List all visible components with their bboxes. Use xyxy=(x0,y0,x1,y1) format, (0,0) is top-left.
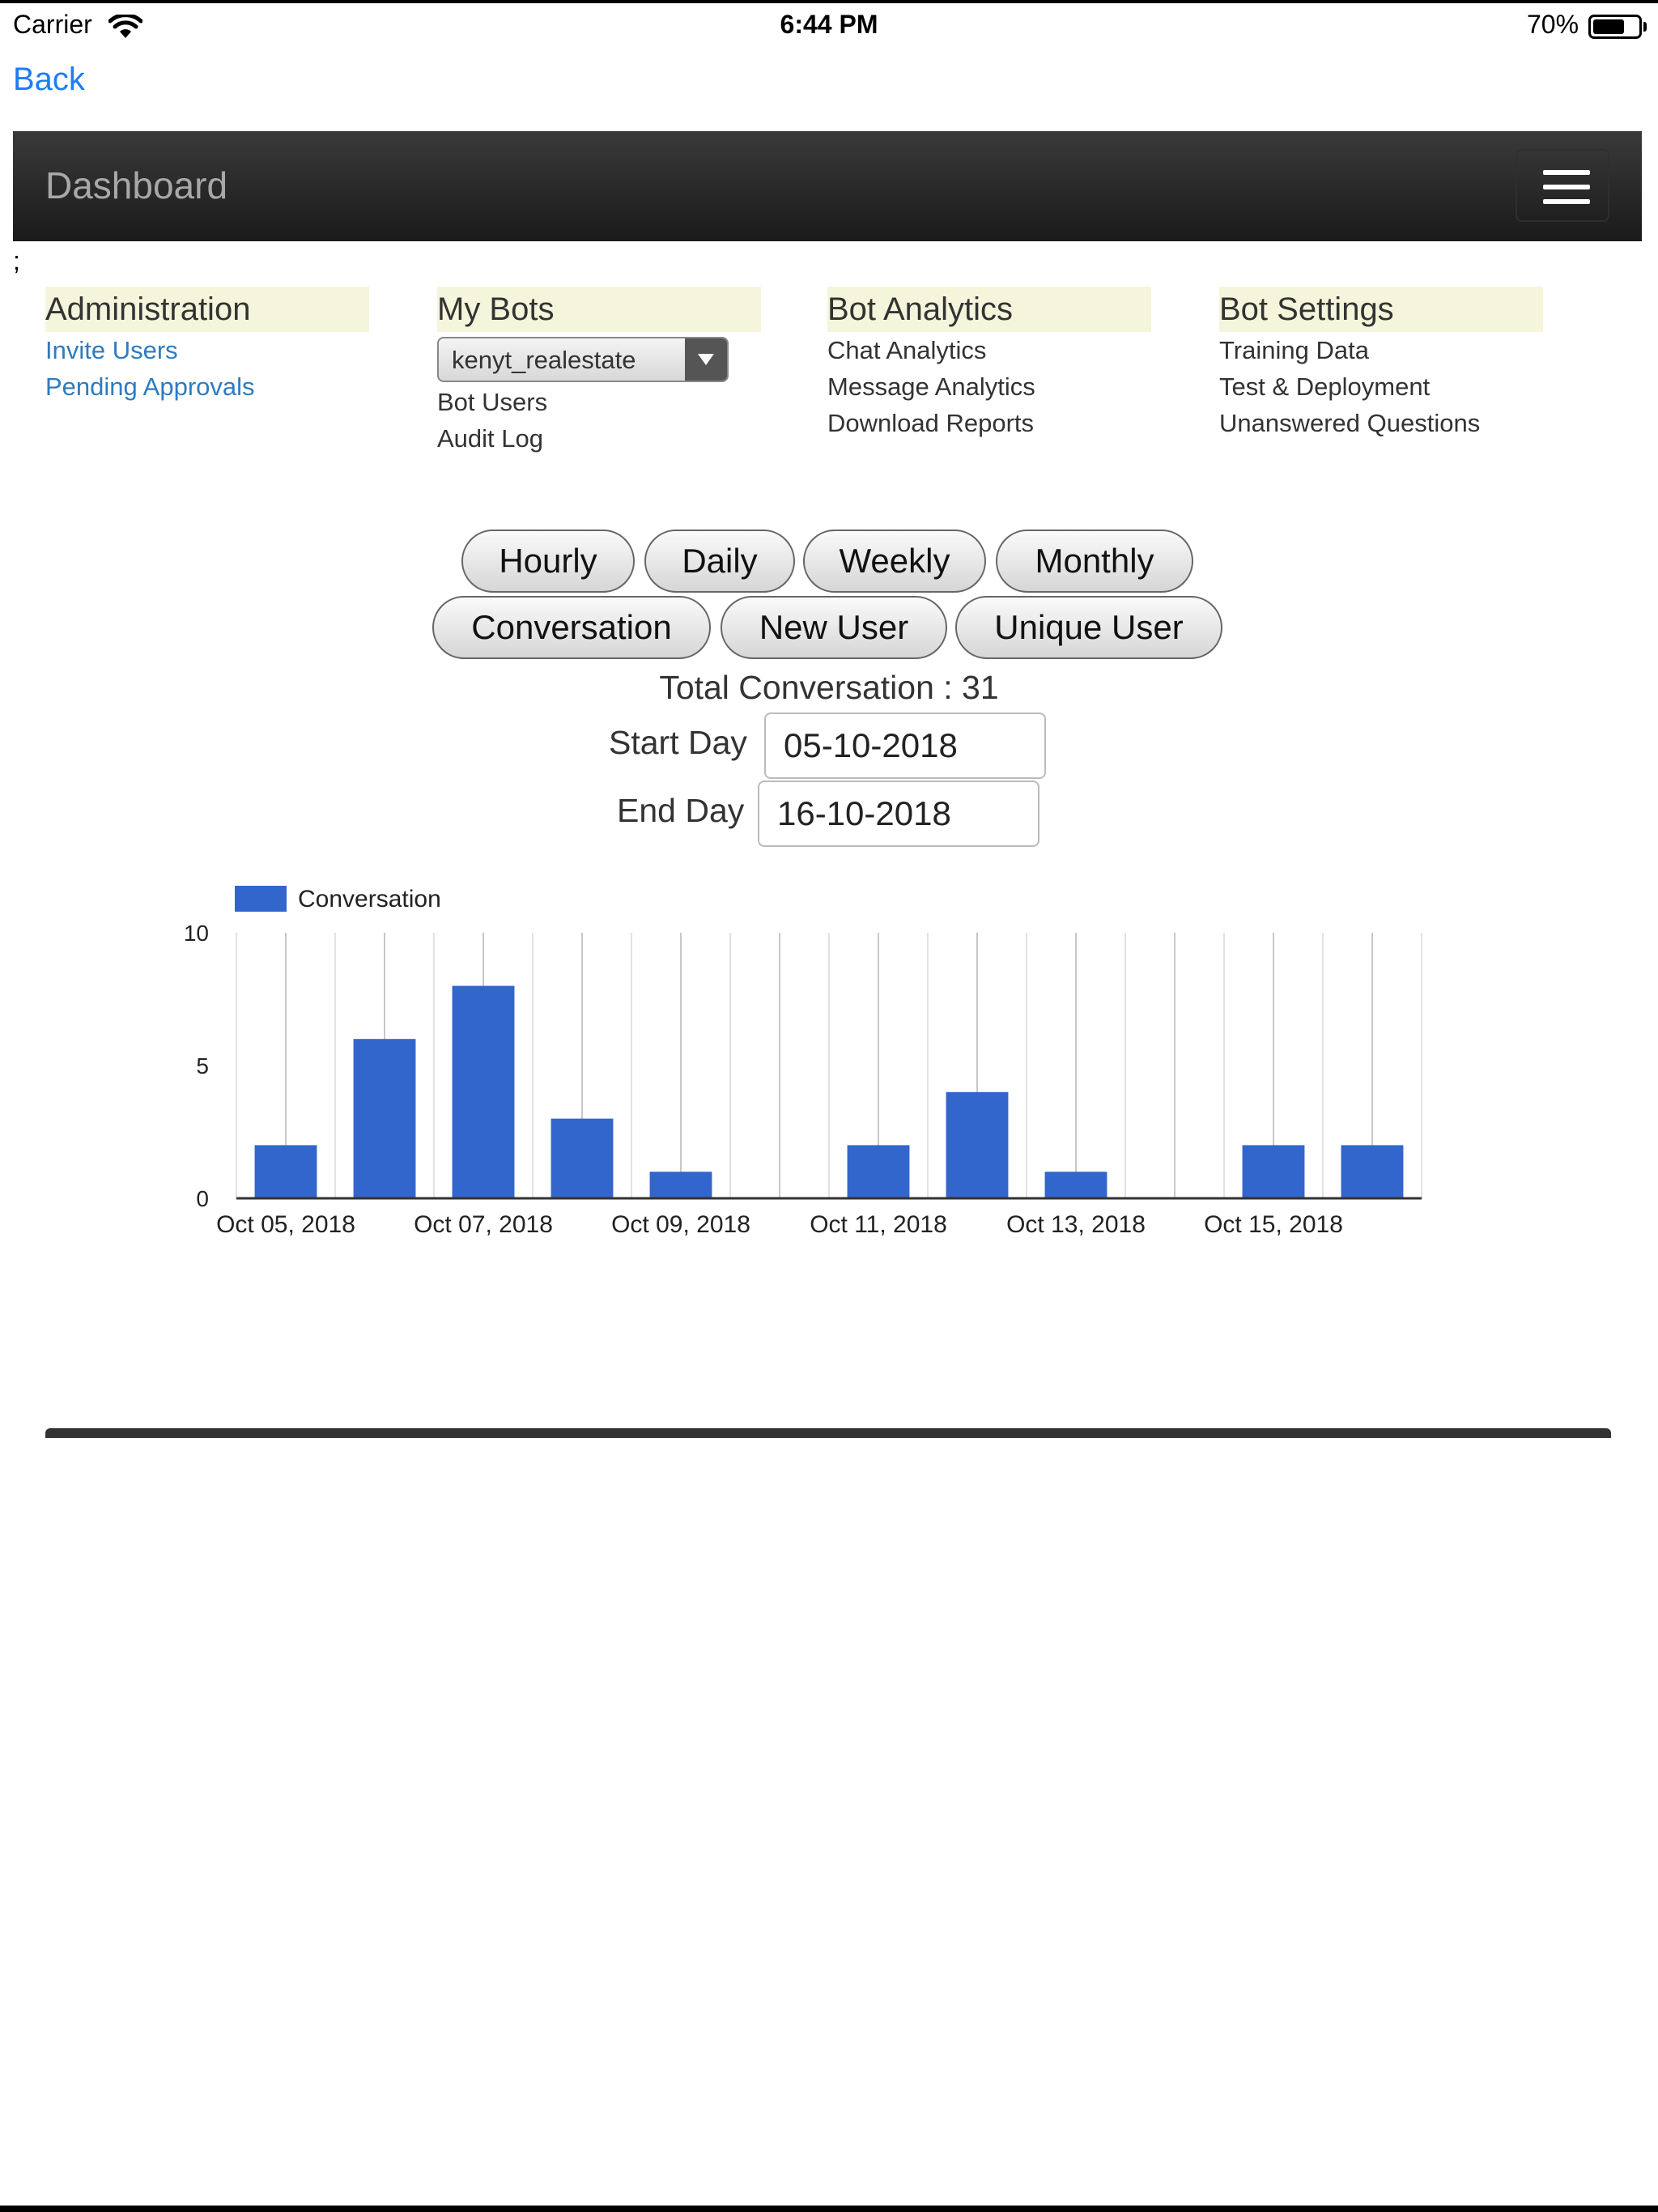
unique-user-button[interactable]: Unique User xyxy=(955,596,1222,659)
end-day-label: End Day xyxy=(617,792,745,829)
bot-select-value: kenyt_realestate xyxy=(452,346,636,374)
battery-tip xyxy=(1643,22,1647,32)
battery-icon xyxy=(1588,15,1642,39)
bar xyxy=(1341,1145,1404,1198)
hourly-button[interactable]: Hourly xyxy=(461,530,635,593)
bottom-border xyxy=(0,2206,1658,2212)
menu-administration xyxy=(45,287,369,405)
y-tick-label: 10 xyxy=(183,921,209,946)
monthly-button[interactable]: Monthly xyxy=(996,530,1193,593)
hamburger-icon xyxy=(1543,185,1590,189)
status-bar xyxy=(0,3,1658,49)
download-reports-link[interactable]: Download Reports xyxy=(827,409,1035,437)
x-tick-label: Oct 07, 2018 xyxy=(414,1211,553,1238)
x-tick-label: Oct 15, 2018 xyxy=(1204,1211,1343,1238)
training-data-link[interactable]: Training Data xyxy=(1219,336,1369,364)
pending-approvals-link[interactable]: Pending Approvals xyxy=(45,372,255,401)
bar xyxy=(650,1172,712,1198)
legend-swatch xyxy=(235,886,287,912)
bar xyxy=(453,986,515,1198)
chevron-down-icon[interactable] xyxy=(685,338,727,381)
bot-select[interactable] xyxy=(437,337,729,382)
message-analytics-link[interactable]: Message Analytics xyxy=(827,372,1035,401)
conversation-bar-chart xyxy=(0,874,1658,1263)
menu-heading: Administration xyxy=(45,287,369,332)
new-user-button[interactable]: New User xyxy=(721,596,947,659)
back-button[interactable]: Back xyxy=(13,62,85,97)
start-day-label: Start Day xyxy=(609,724,747,761)
battery-level xyxy=(1593,19,1624,34)
battery-percent: 70% xyxy=(1527,10,1579,39)
bar xyxy=(1045,1172,1107,1198)
menu-heading: Bot Analytics xyxy=(827,287,1151,332)
chat-analytics-link[interactable]: Chat Analytics xyxy=(827,336,987,364)
bar xyxy=(255,1145,317,1198)
x-tick-label: Oct 09, 2018 xyxy=(611,1211,750,1238)
menu-my-bots xyxy=(437,287,761,457)
carrier-label: Carrier xyxy=(13,10,92,39)
menu-toggle-button[interactable] xyxy=(1516,149,1609,222)
navbar-title[interactable]: Dashboard xyxy=(45,164,228,206)
conversation-button[interactable]: Conversation xyxy=(432,596,711,659)
hamburger-icon xyxy=(1543,199,1590,204)
bar xyxy=(946,1092,1009,1198)
menu-bot-analytics xyxy=(827,287,1151,441)
x-tick-label: Oct 05, 2018 xyxy=(216,1211,355,1238)
start-day-input[interactable]: 05-10-2018 xyxy=(764,713,1046,779)
end-day-input[interactable]: 16-10-2018 xyxy=(758,781,1039,847)
daily-button[interactable]: Daily xyxy=(644,530,795,593)
bar xyxy=(1243,1145,1305,1198)
weekly-button[interactable]: Weekly xyxy=(803,530,986,593)
navbar xyxy=(13,131,1642,241)
bar xyxy=(848,1145,910,1198)
hamburger-icon xyxy=(1543,170,1590,175)
bar xyxy=(354,1039,416,1198)
menu-heading: My Bots xyxy=(437,287,761,332)
stray-text: ; xyxy=(13,246,20,275)
legend-label: Conversation xyxy=(298,886,441,912)
x-tick-label: Oct 11, 2018 xyxy=(810,1211,947,1238)
unanswered-questions-link[interactable]: Unanswered Questions xyxy=(1219,409,1481,437)
clock: 6:44 PM xyxy=(780,10,878,39)
menu-bot-settings xyxy=(1219,287,1543,441)
invite-users-link[interactable]: Invite Users xyxy=(45,336,178,364)
total-conversation-text: Total Conversation : 31 xyxy=(659,669,999,706)
menu-heading: Bot Settings xyxy=(1219,287,1543,332)
audit-log-link[interactable]: Audit Log xyxy=(437,424,543,453)
footer-bar xyxy=(45,1428,1611,1438)
test-deployment-link[interactable]: Test & Deployment xyxy=(1219,372,1431,401)
y-tick-label: 5 xyxy=(196,1053,209,1078)
bot-users-link[interactable]: Bot Users xyxy=(437,388,548,416)
x-tick-label: Oct 13, 2018 xyxy=(1006,1211,1146,1238)
y-tick-label: 0 xyxy=(196,1186,209,1211)
bar xyxy=(551,1119,614,1198)
